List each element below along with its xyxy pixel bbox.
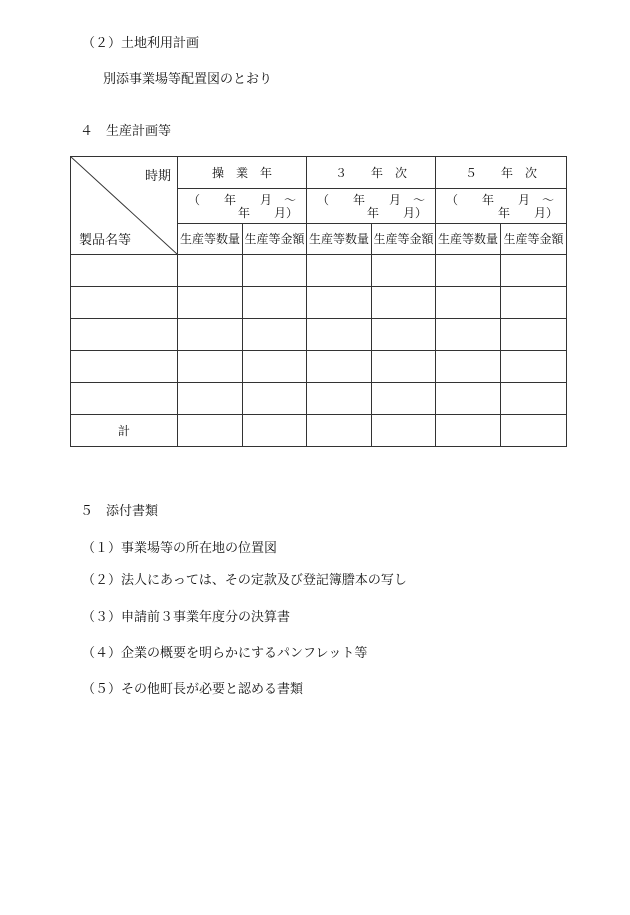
period-range-start: （ 年 月 ～ (188, 193, 297, 208)
period-range-third-year (307, 189, 436, 223)
table-cell[interactable] (243, 415, 307, 447)
table-cell[interactable] (372, 383, 436, 415)
table-cell[interactable] (436, 415, 501, 447)
period-range-fifth-year (436, 189, 567, 223)
period-range-end: 年 月） (498, 205, 559, 220)
column-header-amount: 生産等金額 (501, 223, 567, 254)
table-cell[interactable] (307, 319, 372, 351)
column-header-quantity: 生産等数量 (178, 223, 243, 254)
total-label: 計 (71, 415, 178, 447)
table-row (71, 287, 567, 319)
table-cell[interactable] (372, 351, 436, 383)
period-range-start: （ 年 月 ～ (446, 193, 555, 208)
table-cell[interactable] (436, 319, 501, 351)
table-cell[interactable] (501, 255, 567, 287)
table-cell[interactable] (436, 287, 501, 319)
period-header-fifth-year: ５ 年 次 (436, 157, 567, 189)
table-cell[interactable] (307, 287, 372, 319)
table-row (71, 319, 567, 351)
table-row (71, 383, 567, 415)
table-cell[interactable] (178, 351, 243, 383)
product-name-cell[interactable] (71, 383, 178, 415)
period-range-operation-year (178, 189, 307, 223)
table-cell[interactable] (436, 383, 501, 415)
table-cell[interactable] (372, 255, 436, 287)
production-plan-table (70, 156, 567, 447)
table-row (71, 255, 567, 287)
table-cell[interactable] (307, 383, 372, 415)
table-cell[interactable] (501, 351, 567, 383)
production-plan-heading: ４ 生産計画等 (80, 124, 172, 139)
table-cell[interactable] (243, 351, 307, 383)
column-header-quantity: 生産等数量 (436, 223, 501, 254)
table-corner-cell (71, 157, 178, 255)
table-cell[interactable] (501, 415, 567, 447)
table-cell[interactable] (307, 255, 372, 287)
attachment-item: （４）企業の概要を明らかにするパンフレット等 (82, 646, 368, 661)
table-cell[interactable] (501, 383, 567, 415)
table-cell[interactable] (243, 255, 307, 287)
attachment-item: （３）申請前３事業年度分の決算書 (82, 610, 291, 625)
table-cell[interactable] (436, 255, 501, 287)
table-cell[interactable] (178, 255, 243, 287)
table-cell[interactable] (243, 319, 307, 351)
table-cell[interactable] (178, 319, 243, 351)
table-cell[interactable] (501, 319, 567, 351)
table-cell[interactable] (372, 415, 436, 447)
table-cell[interactable] (178, 287, 243, 319)
total-row (71, 415, 567, 447)
corner-period-label: 時期 (144, 169, 171, 184)
attachment-item: （５）その他町長が必要と認める書類 (82, 682, 304, 697)
period-header-operation-year: 操 業 年 (178, 157, 307, 189)
table-cell[interactable] (307, 415, 372, 447)
table-cell[interactable] (178, 415, 243, 447)
table-cell[interactable] (372, 319, 436, 351)
product-name-cell[interactable] (71, 319, 178, 351)
product-name-cell[interactable] (71, 255, 178, 287)
period-range-end: 年 月） (367, 205, 428, 220)
table-cell[interactable] (243, 287, 307, 319)
column-header-amount: 生産等金額 (372, 223, 436, 254)
product-name-cell[interactable] (71, 287, 178, 319)
period-range-end: 年 月） (238, 205, 299, 220)
column-header-quantity: 生産等数量 (307, 223, 372, 254)
attachments-heading: ５ 添付書類 (80, 504, 159, 519)
column-header-amount: 生産等金額 (243, 223, 307, 254)
table-cell[interactable] (307, 351, 372, 383)
table-cell[interactable] (372, 287, 436, 319)
land-use-body: 別添事業場等配置図のとおり (103, 72, 273, 87)
attachment-item: （１）事業場等の所在地の位置図 (82, 541, 278, 556)
table-cell[interactable] (178, 383, 243, 415)
product-name-cell[interactable] (71, 351, 178, 383)
attachment-item: （２）法人にあっては、その定款及び登記簿謄本の写し (82, 573, 407, 588)
table-cell[interactable] (436, 351, 501, 383)
table-cell[interactable] (243, 383, 307, 415)
table-cell[interactable] (501, 287, 567, 319)
land-use-heading: （２）土地利用計画 (82, 36, 200, 51)
table-row (71, 351, 567, 383)
corner-product-label: 製品名等 (79, 233, 132, 248)
period-range-start: （ 年 月 ～ (317, 193, 426, 208)
period-header-third-year: ３ 年 次 (307, 157, 436, 189)
